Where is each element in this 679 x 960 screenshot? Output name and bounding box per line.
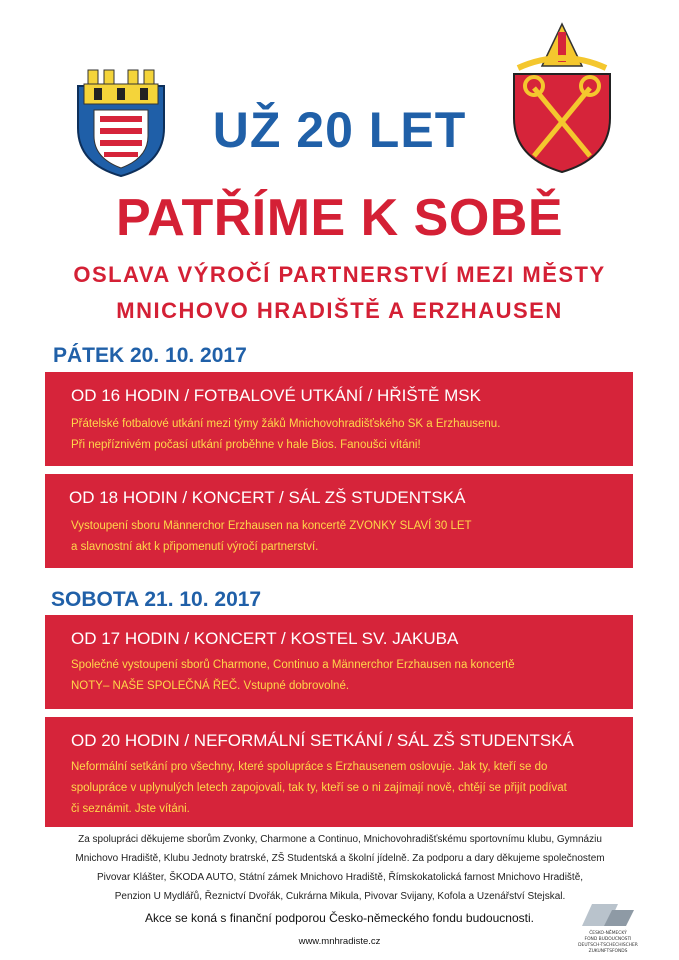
acknowledgements-line: Mnichovo Hradiště, Klubu Jednoty bratrské, ZŠ Studentská a školní jídelně. Za podporu a dary děkujeme společnostem	[75, 853, 605, 864]
event-title: OD 16 HODIN / FOTBALOVÉ UTKÁNÍ / HŘIŠTĚ MSK	[71, 386, 481, 405]
subtitle-line-2: MNICHOVO HRADIŠTĚ A ERZHAUSEN	[116, 298, 563, 323]
acknowledgements-line: Za spolupráci děkujeme sborům Zvonky, Charmone a Continuo, Mnichovohradišťskému sportovnímu klubu, Gymnáziu	[78, 834, 602, 845]
event-description	[71, 414, 500, 456]
event-box-concert-church	[45, 615, 633, 709]
event-description-line: a slavnostní akt k připomenutí výročí partnerství.	[71, 541, 319, 553]
event-description-line: spolupráce v uplynulých letech zapojovali, tak ty, kteří se o ni zajímají nově, chtějí se přijít podívat	[71, 782, 567, 794]
event-description	[71, 655, 515, 697]
event-box-informal-meeting	[45, 717, 633, 827]
subtitle-line-1: OSLAVA VÝROČÍ PARTNERSTVÍ MEZI MĚSTY	[73, 262, 606, 287]
svg-text:FOND BUDOUCNOSTI: FOND BUDOUCNOSTI	[584, 937, 632, 942]
event-description	[71, 757, 567, 820]
website-link[interactable]: www.mnhradiste.cz	[298, 936, 381, 947]
event-description-line: Při nepříznivém počasí utkání proběhne v hale Bios. Fanoušci vítáni!	[71, 439, 421, 451]
mnichovo-hradiste-coat-of-arms-icon	[508, 18, 616, 174]
acknowledgements	[40, 830, 640, 906]
future-fund-logo-icon	[578, 900, 638, 958]
support-note: Akce se koná s finanční podporou Česko-německého fondu budoucnosti.	[145, 911, 534, 925]
page-title: PATŘÍME K SOBĚ	[115, 189, 564, 247]
event-description-line: Neformální setkání pro všechny, které spolupráce s Erzhausenem oslovuje. Jak ty, kteří se do	[71, 761, 548, 773]
event-title: OD 20 HODIN / NEFORMÁLNÍ SETKÁNÍ / SÁL ZŠ STUDENTSKÁ	[71, 731, 574, 750]
event-title: OD 17 HODIN / KONCERT / KOSTEL SV. JAKUBA	[71, 629, 459, 648]
acknowledgements-line: Pivovar Klášter, ŠKODA AUTO, Státní zámek Mnichovo Hradiště, Římskokatolická farnost Mnichovo Hradiště,	[96, 872, 584, 883]
svg-text:ČESKO-NĚMECKÝ: ČESKO-NĚMECKÝ	[589, 931, 627, 936]
erzhausen-coat-of-arms-icon	[74, 66, 168, 178]
event-description-line: Společné vystoupení sborů Charmone, Continuo a Männerchor Erzhausen na koncertě	[71, 659, 515, 671]
event-description-line: či seznámit. Jste vítáni.	[71, 803, 190, 815]
event-description-line: Vystoupení sboru Männerchor Erzhausen na koncertě ZVONKY SLAVÍ 30 LET	[71, 520, 472, 532]
acknowledgements-line: Penzion U Mydlářů, Řeznictví Dvořák, Cukrárna Mikula, Pivovar Svijany, Kofola a Uzenářství Stejskal.	[114, 891, 566, 902]
event-description	[71, 516, 472, 558]
svg-text:DEUTSCH-TSCHECHISCHER: DEUTSCH-TSCHECHISCHER	[578, 943, 638, 948]
headline-years: UŽ 20 LET	[212, 102, 467, 158]
event-description-line: Přátelské fotbalové utkání mezi týmy žáků Mnichovohradišťského SK a Erzhausenu.	[71, 418, 501, 430]
event-box-football	[45, 372, 633, 466]
day-heading-saturday: SOBOTA 21. 10. 2017	[51, 588, 262, 611]
svg-text:ZUKUNFTSFONDS: ZUKUNFTSFONDS	[588, 949, 628, 954]
event-description-line: NOTY– NAŠE SPOLEČNÁ ŘEČ. Vstupné dobrovolné.	[71, 680, 350, 692]
event-title: OD 18 HODIN / KONCERT / SÁL ZŠ STUDENTSKÁ	[69, 488, 466, 507]
event-box-concert-school	[45, 474, 633, 568]
day-heading-friday: PÁTEK 20. 10. 2017	[53, 344, 247, 367]
